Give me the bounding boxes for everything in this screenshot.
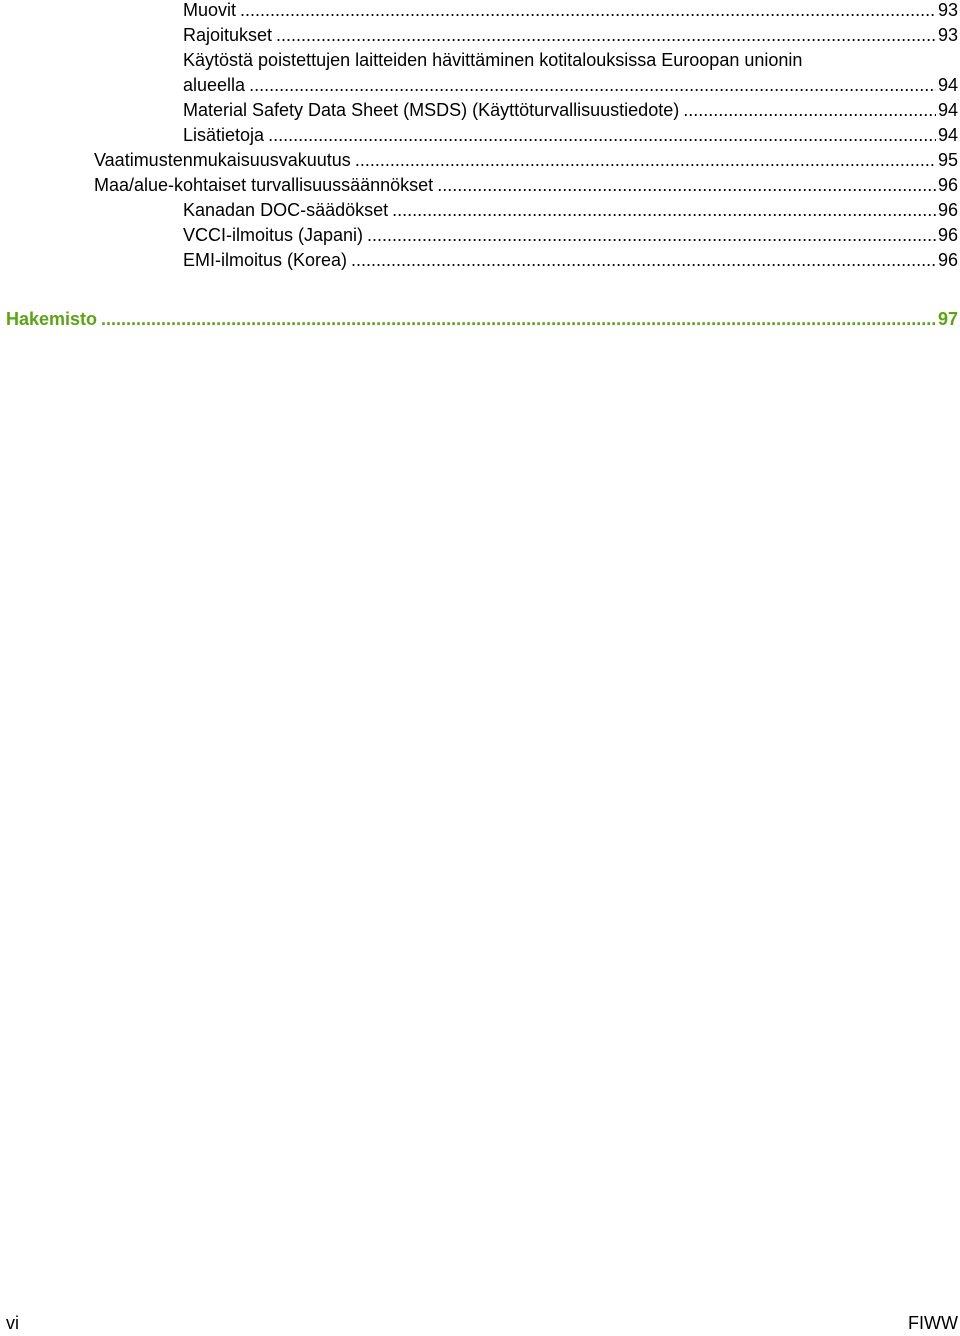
toc-entry-vaatimustenmukaisuusvakuutus[interactable] [94, 148, 958, 173]
toc-leader-dots [392, 198, 936, 223]
toc-entry-muovit[interactable] [183, 0, 958, 23]
toc-entry-turvallisuussaannokset[interactable] [94, 173, 958, 198]
toc-leader-dots [437, 173, 936, 198]
toc-entry-kaytosta-poistettujen[interactable] [183, 73, 958, 98]
toc-leader-dots [101, 307, 936, 332]
toc-leader-dots [268, 123, 936, 148]
toc-leader-dots [351, 248, 936, 273]
toc-entry-title: Vaatimustenmukaisuusvakuutus [94, 150, 351, 170]
toc-leader-dots [276, 23, 936, 48]
toc-chapter-hakemisto[interactable] [6, 307, 958, 332]
toc-leader-dots [249, 73, 936, 98]
toc-chapter-title: Hakemisto [6, 309, 98, 329]
toc-entry-emi[interactable] [183, 248, 958, 273]
toc-entry-page: 93 [937, 0, 958, 20]
toc-entry-title: VCCI-ilmoitus (Japani) [183, 225, 364, 245]
toc-chapter-page: 97 [937, 309, 958, 329]
toc-leader-dots [367, 223, 936, 248]
toc-entry-kanadan-doc[interactable] [183, 198, 958, 223]
toc-entry-page: 96 [937, 250, 958, 270]
toc-entry-page: 94 [937, 100, 958, 120]
toc-entry-title: Rajoitukset [183, 25, 273, 45]
toc-entry-msds[interactable] [183, 98, 958, 123]
footer-label: FIWW [908, 1313, 958, 1333]
toc-entry-page: 96 [937, 225, 958, 245]
toc-entry-title: Maa/alue-kohtaiset turvallisuussäännökset [94, 175, 434, 195]
toc-entry-page: 94 [937, 75, 958, 95]
footer-page-number: vi [6, 1313, 19, 1333]
toc-entry-lisatietoja[interactable] [183, 123, 958, 148]
toc-entry-rajoitukset[interactable] [183, 23, 958, 48]
toc-entry-vcci[interactable] [183, 223, 958, 248]
toc-leader-dots [240, 0, 936, 23]
toc-entry-title: Muovit [183, 0, 237, 20]
toc-entry-title: EMI-ilmoitus (Korea) [183, 250, 348, 270]
toc-entry-page: 95 [937, 150, 958, 170]
toc-entry-page: 93 [937, 25, 958, 45]
toc-leader-dots [355, 148, 936, 173]
toc-entry-title: Kanadan DOC-säädökset [183, 200, 389, 220]
toc-entry-title: alueella [183, 75, 246, 95]
toc-entry-title: Material Safety Data Sheet (MSDS) (Käyttöturvallisuustiedote) [183, 100, 680, 120]
toc-entry-page: 96 [937, 200, 958, 220]
toc-entry-page: 94 [937, 125, 958, 145]
toc-leader-dots [683, 98, 936, 123]
toc-entry-title-line1[interactable]: Käytöstä poistettujen laitteiden hävittäminen kotitalouksissa Euroopan unionin [183, 50, 803, 70]
toc-entry-title: Lisätietoja [183, 125, 265, 145]
toc-entry-page: 96 [937, 175, 958, 195]
